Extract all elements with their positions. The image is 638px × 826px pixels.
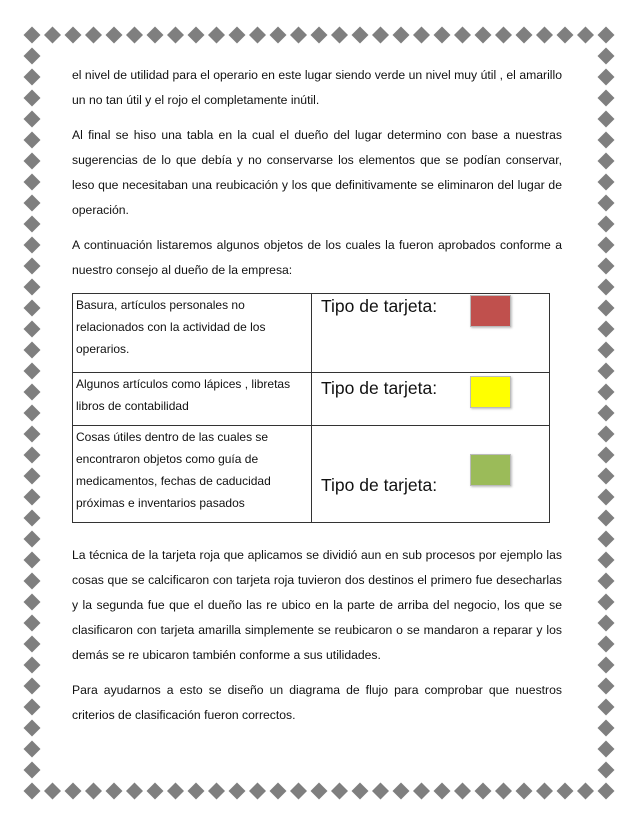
diamond-icon xyxy=(106,783,123,800)
diamond-icon xyxy=(24,762,41,779)
diamond-icon xyxy=(147,27,164,44)
table-row xyxy=(73,426,550,523)
diamond-icon xyxy=(24,531,41,548)
diamond-icon xyxy=(598,48,615,65)
diamond-icon xyxy=(311,27,328,44)
diamond-icon xyxy=(24,237,41,254)
diamond-icon xyxy=(24,468,41,485)
diamond-icon xyxy=(188,27,205,44)
diamond-icon xyxy=(495,27,512,44)
paragraph-red-card-technique: La técnica de la tarjeta roja que aplicamos se dividió aun en sub procesos por ejemplo las cosas que se calcificaron con tarjeta roja tuvieron dos destinos el primero fue desecharlas y la segunda fue que el dueño las re ubico en la parte de arriba del negocio, los que se clasificaron con tarjeta amarilla simplemente se reubicaron o se mandaron a reparar y los demás se re ubicaron también conforme a sus utilidades. xyxy=(72,548,562,662)
card-type-cell xyxy=(312,426,550,523)
item-description: Basura, artículos personales no relacionados con la actividad de los operarios. xyxy=(73,294,312,373)
diamond-icon xyxy=(24,69,41,86)
diamond-icon xyxy=(434,783,451,800)
diamond-icon xyxy=(536,783,553,800)
diamond-icon xyxy=(454,783,471,800)
diamond-icon xyxy=(598,300,615,317)
diamond-icon xyxy=(434,27,451,44)
card-type-cell xyxy=(312,373,550,426)
diamond-icon xyxy=(598,153,615,170)
diamond-icon xyxy=(24,405,41,422)
diamond-icon xyxy=(24,321,41,338)
diamond-icon xyxy=(536,27,553,44)
paragraph-list-intro: A continuación listaremos algunos objetos de los cuales la fueron aprobados conforme a nuestro consejo al dueño de la empresa: xyxy=(72,238,562,277)
diamond-icon xyxy=(147,783,164,800)
card-type-label: Tipo de tarjeta: xyxy=(321,378,438,398)
paragraph-utility-levels: el nivel de utilidad para el operario en este lugar siendo verde un nivel muy útil , el amarillo un no tan útil y el rojo el completamente inútil. xyxy=(72,68,562,107)
diamond-icon xyxy=(44,27,61,44)
table-row xyxy=(73,373,550,426)
diamond-icon xyxy=(598,216,615,233)
diamond-icon xyxy=(598,195,615,212)
diamond-icon xyxy=(331,783,348,800)
diamond-icon xyxy=(44,783,61,800)
diamond-icon xyxy=(372,27,389,44)
diamond-icon xyxy=(598,741,615,758)
card-classification-table xyxy=(72,293,550,523)
diamond-icon xyxy=(24,279,41,296)
diamond-icon xyxy=(557,783,574,800)
diamond-icon xyxy=(598,174,615,191)
diamond-icon xyxy=(598,69,615,86)
diamond-icon xyxy=(24,258,41,275)
diamond-icon xyxy=(167,27,184,44)
diamond-icon xyxy=(393,783,410,800)
red-card-swatch xyxy=(470,295,511,327)
diamond-icon xyxy=(249,783,266,800)
diamond-icon xyxy=(24,195,41,212)
diamond-icon xyxy=(598,678,615,695)
diamond-icon xyxy=(475,783,492,800)
diamond-icon xyxy=(413,27,430,44)
diamond-icon xyxy=(24,111,41,128)
diamond-icon xyxy=(598,615,615,632)
diamond-icon xyxy=(352,783,369,800)
diamond-icon xyxy=(598,90,615,107)
diamond-icon xyxy=(24,153,41,170)
yellow-card-swatch xyxy=(470,376,511,408)
diamond-icon xyxy=(24,510,41,527)
diamond-icon xyxy=(598,258,615,275)
diamond-icon xyxy=(126,783,143,800)
item-description: Cosas útiles dentro de las cuales se encontraron objetos como guía de medicamentos, fechas de caducidad próximas e inventarios pasados xyxy=(73,426,312,523)
diamond-icon xyxy=(85,27,102,44)
diamond-icon xyxy=(24,132,41,149)
diamond-icon xyxy=(24,678,41,695)
diamond-icon xyxy=(331,27,348,44)
diamond-icon xyxy=(24,720,41,737)
diamond-icon xyxy=(126,27,143,44)
diamond-icon xyxy=(598,468,615,485)
card-type-label: Tipo de tarjeta: xyxy=(321,475,438,495)
diamond-icon xyxy=(598,426,615,443)
diamond-icon xyxy=(598,237,615,254)
diamond-icon xyxy=(557,27,574,44)
document-body xyxy=(72,63,562,738)
diamond-icon xyxy=(24,300,41,317)
diamond-icon xyxy=(290,783,307,800)
diamond-icon xyxy=(24,552,41,569)
diamond-icon xyxy=(24,342,41,359)
diamond-icon xyxy=(598,552,615,569)
diamond-icon xyxy=(352,27,369,44)
diamond-icon xyxy=(24,657,41,674)
diamond-icon xyxy=(65,27,82,44)
diamond-icon xyxy=(598,363,615,380)
table-row xyxy=(73,294,550,373)
diamond-icon xyxy=(24,48,41,65)
diamond-icon xyxy=(229,27,246,44)
diamond-icon xyxy=(106,27,123,44)
paragraph-flow-diagram: Para ayudarnos a esto se diseño un diagrama de flujo para comprobar que nuestros criterios de clasificación fueron correctos. xyxy=(72,683,562,722)
diamond-icon xyxy=(24,363,41,380)
diamond-icon xyxy=(577,783,594,800)
diamond-icon xyxy=(249,27,266,44)
diamond-icon xyxy=(598,636,615,653)
diamond-icon xyxy=(311,783,328,800)
diamond-icon xyxy=(598,321,615,338)
diamond-icon xyxy=(516,783,533,800)
diamond-icon xyxy=(85,783,102,800)
diamond-icon xyxy=(516,27,533,44)
diamond-icon xyxy=(270,27,287,44)
diamond-icon xyxy=(24,594,41,611)
diamond-icon xyxy=(270,783,287,800)
diamond-icon xyxy=(598,342,615,359)
diamond-icon xyxy=(24,447,41,464)
diamond-icon xyxy=(208,27,225,44)
diamond-icon xyxy=(290,27,307,44)
diamond-icon xyxy=(24,27,41,44)
diamond-icon xyxy=(495,783,512,800)
diamond-icon xyxy=(188,783,205,800)
diamond-icon xyxy=(208,783,225,800)
diamond-icon xyxy=(24,384,41,401)
diamond-icon xyxy=(598,783,615,800)
paragraph-table-decision: Al final se hiso una tabla en la cual el dueño del lugar determino con base a nuestras sugerencias de lo que debía y no conservarse los elementos que se podían conservar, leso que necesitaban una reubicación y los que definitivamente se eliminaron del lugar de operación. xyxy=(72,128,562,217)
diamond-icon xyxy=(229,783,246,800)
item-description: Algunos artículos como lápices , libretas libros de contabilidad xyxy=(73,373,312,426)
diamond-icon xyxy=(65,783,82,800)
diamond-icon xyxy=(24,426,41,443)
diamond-icon xyxy=(393,27,410,44)
diamond-icon xyxy=(475,27,492,44)
diamond-icon xyxy=(598,279,615,296)
diamond-icon xyxy=(24,489,41,506)
diamond-icon xyxy=(598,762,615,779)
diamond-icon xyxy=(598,447,615,464)
diamond-icon xyxy=(24,699,41,716)
diamond-icon xyxy=(577,27,594,44)
diamond-icon xyxy=(598,657,615,674)
diamond-icon xyxy=(598,699,615,716)
diamond-icon xyxy=(598,132,615,149)
diamond-icon xyxy=(372,783,389,800)
diamond-icon xyxy=(598,510,615,527)
diamond-icon xyxy=(24,90,41,107)
diamond-icon xyxy=(24,741,41,758)
diamond-icon xyxy=(413,783,430,800)
diamond-icon xyxy=(598,573,615,590)
diamond-icon xyxy=(24,216,41,233)
diamond-icon xyxy=(24,174,41,191)
diamond-icon xyxy=(167,783,184,800)
diamond-icon xyxy=(24,615,41,632)
diamond-icon xyxy=(598,531,615,548)
diamond-icon xyxy=(598,27,615,44)
diamond-icon xyxy=(24,573,41,590)
diamond-icon xyxy=(598,489,615,506)
diamond-icon xyxy=(598,405,615,422)
diamond-icon xyxy=(454,27,471,44)
card-type-label: Tipo de tarjeta: xyxy=(321,296,438,316)
diamond-icon xyxy=(598,111,615,128)
diamond-icon xyxy=(24,636,41,653)
green-card-swatch xyxy=(470,454,511,486)
card-type-cell xyxy=(312,294,550,373)
diamond-icon xyxy=(24,783,41,800)
diamond-icon xyxy=(598,384,615,401)
diamond-icon xyxy=(598,720,615,737)
diamond-icon xyxy=(598,594,615,611)
